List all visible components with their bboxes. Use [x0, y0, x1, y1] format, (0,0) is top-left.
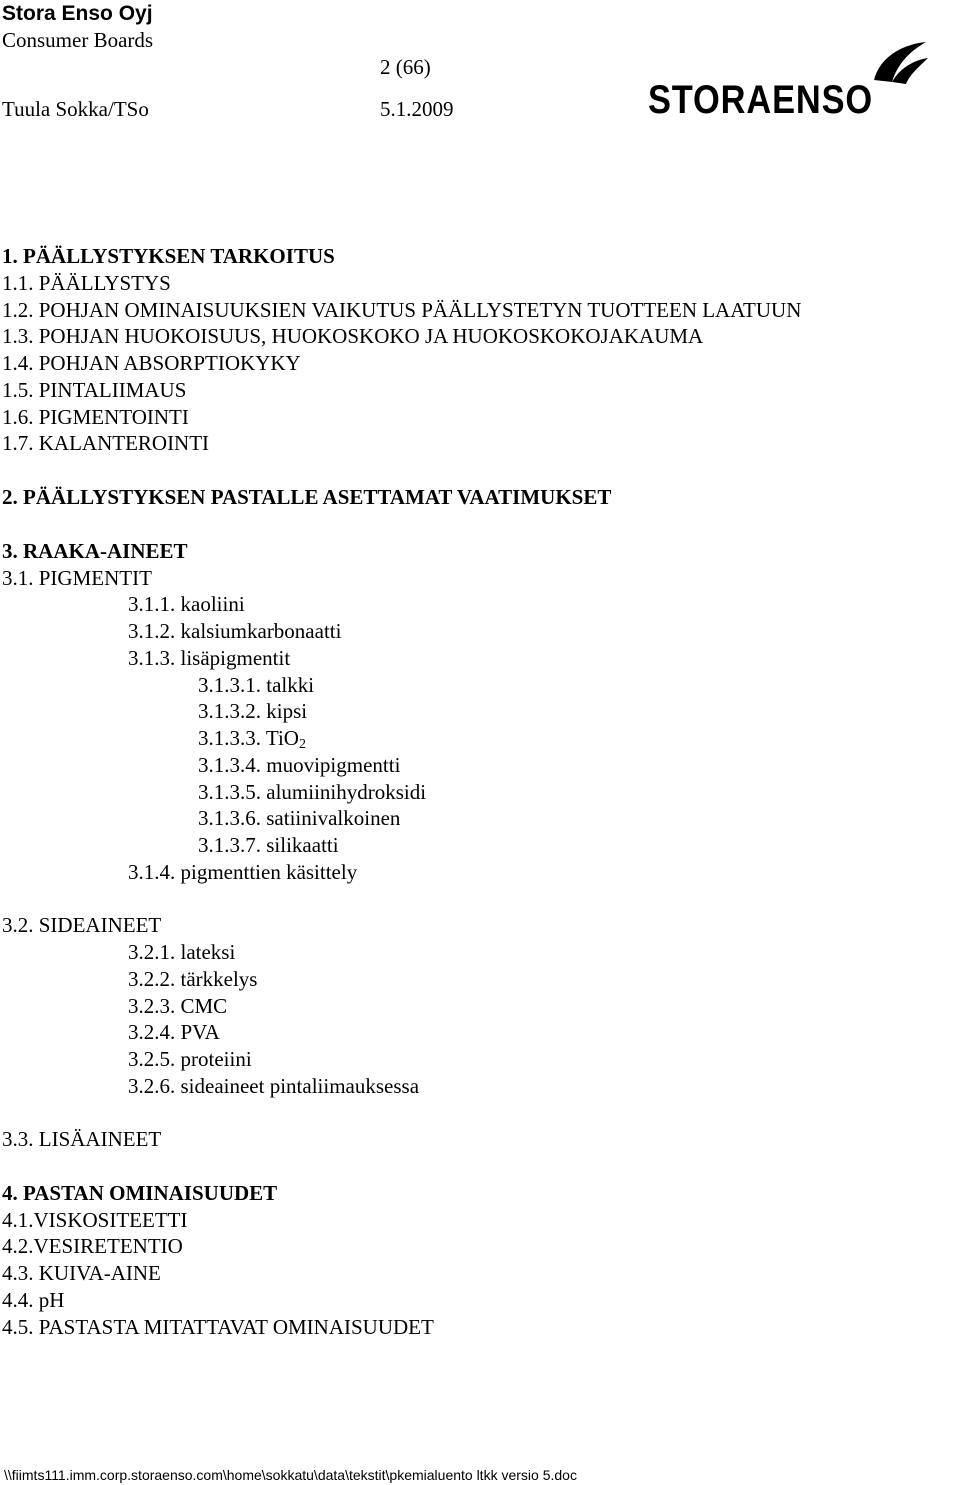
toc-item-3-1-3-2: 3.1.3.2. kipsi	[198, 699, 308, 723]
toc-item-1-2: 1.2. POHJAN OMINAISUUKSIEN VAIKUTUS PÄÄLLYSTETYN TUOTTEEN LAATUUN	[2, 298, 802, 322]
toc-item-3-1-3-3-text: 3.1.3.3. TiO	[198, 726, 299, 750]
toc-item-4-3: 4.3. KUIVA-AINE	[2, 1261, 161, 1285]
toc-heading-2: 2. PÄÄLLYSTYKSEN PASTALLE ASETTAMAT VAATIMUKSET	[2, 485, 612, 509]
stora-enso-logo	[640, 38, 940, 122]
footer-file-path: \\fiimts111.imm.corp.storaenso.com\home\sokkatu\data\tekstit\pkemialuento ltkk versio 5.doc	[4, 1467, 577, 1483]
toc-item-3-1-3-1: 3.1.3.1. talkki	[198, 673, 315, 697]
header-author: Tuula Sokka/TSo	[2, 97, 149, 121]
toc-item-3-2-3: 3.2.3. CMC	[128, 994, 228, 1018]
toc-item-1-6: 1.6. PIGMENTOINTI	[2, 405, 189, 429]
toc-item-3-1-2: 3.1.2. kalsiumkarbonaatti	[128, 619, 342, 643]
toc-heading-4: 4. PASTAN OMINAISUUDET	[2, 1181, 278, 1205]
toc-item-3-1-3-6: 3.1.3.6. satiinivalkoinen	[198, 806, 401, 830]
toc-item-3-1-3-7: 3.1.3.7. silikaatti	[198, 833, 339, 857]
toc-item-3-1-4: 3.1.4. pigmenttien käsittely	[128, 860, 358, 884]
toc-item-3-1-3-5: 3.1.3.5. alumiinihydroksidi	[198, 780, 427, 804]
toc-item-3-1: 3.1. PIGMENTIT	[2, 566, 152, 590]
toc-item-1-5: 1.5. PINTALIIMAUS	[2, 378, 187, 402]
header-page-number: 2 (66)	[380, 55, 431, 79]
toc-item-3-3: 3.3. LISÄAINEET	[2, 1127, 162, 1151]
toc-item-3-2-1: 3.2.1. lateksi	[128, 940, 236, 964]
toc-item-4-2: 4.2.VESIRETENTIO	[2, 1234, 183, 1258]
logo-swoosh-icon	[870, 38, 930, 88]
toc-item-1-1: 1.1. PÄÄLLYSTYS	[2, 271, 171, 295]
toc-heading-1: 1. PÄÄLLYSTYKSEN TARKOITUS	[2, 244, 335, 268]
toc-item-3-2-2: 3.2.2. tärkkelys	[128, 967, 258, 991]
toc-item-3-1-3: 3.1.3. lisäpigmentit	[128, 646, 291, 670]
toc-item-4-4: 4.4. pH	[2, 1288, 65, 1312]
toc-item-1-7: 1.7. KALANTEROINTI	[2, 431, 210, 455]
header-company: Stora Enso Oyj	[2, 2, 153, 25]
logo-wordmark: STORAENSO	[648, 78, 874, 122]
toc-item-3-1-3-4: 3.1.3.4. muovipigmentti	[198, 753, 401, 777]
header-date: 5.1.2009	[380, 97, 454, 121]
toc-item-1-3: 1.3. POHJAN HUOKOISUUS, HUOKOSKOKO JA HUOKOSKOKOJAKAUMA	[2, 324, 704, 348]
toc-item-3-2-4: 3.2.4. PVA	[128, 1020, 220, 1044]
toc-item-3-1-1: 3.1.1. kaoliini	[128, 592, 245, 616]
toc-heading-3: 3. RAAKA-AINEET	[2, 539, 188, 563]
header-department: Consumer Boards	[2, 28, 154, 52]
toc-item-3-2: 3.2. SIDEAINEET	[2, 913, 162, 937]
toc-item-3-2-6: 3.2.6. sideaineet pintaliimauksessa	[128, 1074, 420, 1098]
toc-item-3-1-3-3-subscript: 2	[298, 737, 306, 752]
toc-item-4-1: 4.1.VISKOSITEETTI	[2, 1208, 188, 1232]
toc-item-3-2-5: 3.2.5. proteiini	[128, 1047, 252, 1071]
toc-item-1-4: 1.4. POHJAN ABSORPTIOKYKY	[2, 351, 301, 375]
toc-item-3-1-3-3	[198, 725, 306, 751]
toc-item-4-5: 4.5. PASTASTA MITATTAVAT OMINAISUUDET	[2, 1315, 434, 1339]
